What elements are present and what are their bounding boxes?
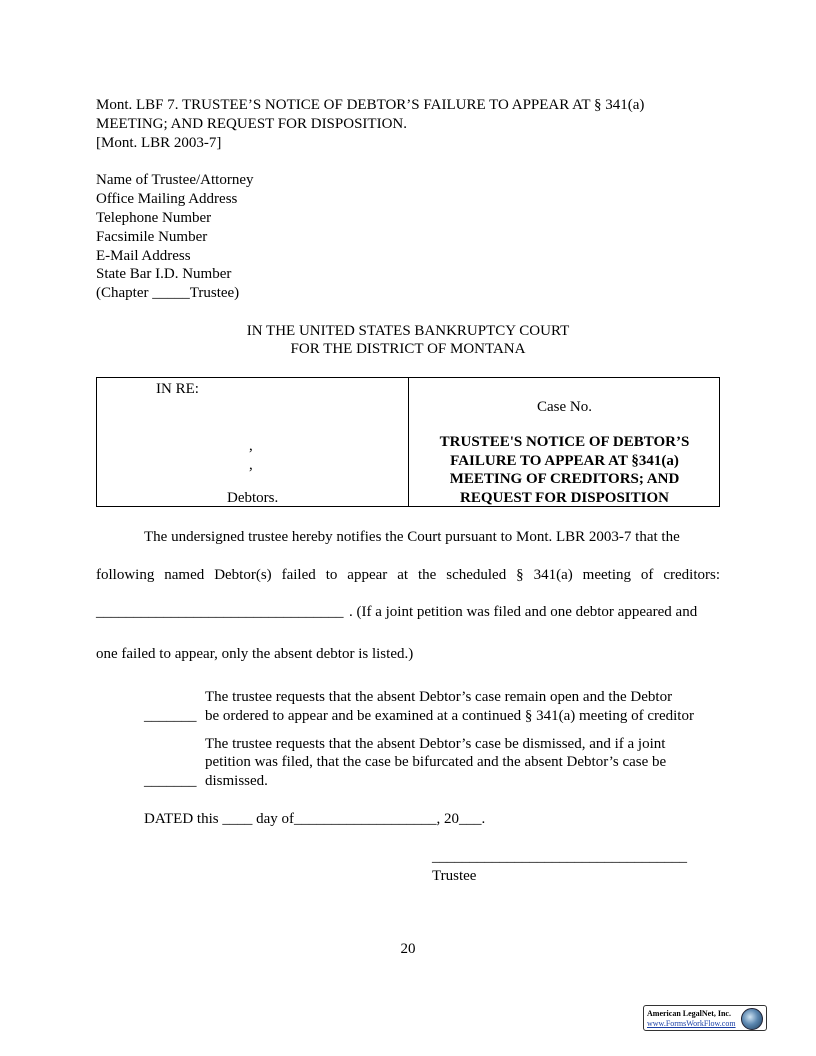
- dated-end: .: [481, 811, 486, 827]
- body-line-1: The undersigned trustee hereby notifies the Court pursuant to Mont. LBR 2003-7 that the: [144, 529, 680, 545]
- state-bar-label: State Bar I.D. Number: [96, 266, 232, 282]
- court-name: IN THE UNITED STATES BANKRUPTCY COURT: [246, 323, 570, 339]
- year-prefix: , 20: [436, 811, 459, 827]
- body-line-2: following named Debtor(s) failed to appear at the scheduled § 341(a) meeting of creditors:: [96, 567, 720, 583]
- option2-checkbox-blank[interactable]: _______: [144, 773, 197, 789]
- publisher-url[interactable]: www.FormsWorkFlow.com: [647, 1019, 736, 1028]
- dated-prefix: DATED this: [144, 811, 219, 827]
- trustee-signature-label: Trustee: [432, 868, 477, 884]
- dated-line: [144, 810, 485, 829]
- facsimile-label: Facsimile Number: [96, 229, 208, 245]
- option2-line-2: petition was filed, that the case be bifurcated and the absent Debtor’s case be: [205, 754, 667, 770]
- email-label: E-Mail Address: [96, 248, 191, 264]
- telephone-label: Telephone Number: [96, 210, 212, 226]
- day-blank[interactable]: ____: [222, 811, 253, 827]
- debtors-label: Debtors.: [227, 490, 279, 506]
- option1-line-2: be ordered to appear and be examined at a continued § 341(a) meeting of creditor: [205, 708, 694, 724]
- caption-title-line-4: REQUEST FOR DISPOSITION: [460, 490, 669, 506]
- option2-line-1: The trustee requests that the absent Debtor’s case be dismissed, and if a joint: [205, 736, 666, 752]
- body-line-4: one failed to appear, only the absent debtor is listed.): [96, 646, 414, 662]
- case-number-label: Case No.: [537, 399, 592, 415]
- case-caption-box: [96, 377, 720, 507]
- office-address-label: Office Mailing Address: [96, 191, 238, 207]
- form-title-line-2: MEETING; AND REQUEST FOR DISPOSITION.: [96, 116, 407, 132]
- globe-logo-icon: [741, 1008, 763, 1030]
- option2-line-3: dismissed.: [205, 773, 268, 789]
- body-line-3: . (If a joint petition was filed and one debtor appeared and: [349, 604, 698, 620]
- chapter-trustee-label: (Chapter _____Trustee): [96, 285, 240, 301]
- trustee-name-label: Name of Trustee/Attorney: [96, 172, 254, 188]
- caption-title-line-3: MEETING OF CREDITORS; AND: [449, 471, 680, 487]
- rule-reference: [Mont. LBR 2003-7]: [96, 135, 222, 151]
- court-district: FOR THE DISTRICT OF MONTANA: [290, 341, 526, 357]
- month-blank[interactable]: ___________________: [294, 811, 437, 827]
- form-title-line-1: Mont. LBF 7. TRUSTEE’S NOTICE OF DEBTOR’S FAILURE TO APPEAR AT § 341(a): [96, 97, 645, 113]
- year-blank[interactable]: ___: [459, 811, 482, 827]
- in-re-label: IN RE:: [156, 381, 199, 397]
- caption-title-line-1: TRUSTEE'S NOTICE OF DEBTOR’S: [439, 434, 690, 450]
- publisher-name: American LegalNet, Inc.: [647, 1009, 731, 1018]
- publisher-badge[interactable]: [643, 1005, 767, 1031]
- page-number: 20: [400, 941, 416, 957]
- signature-line[interactable]: __________________________________: [432, 849, 687, 865]
- option1-line-1: The trustee requests that the absent Debtor’s case remain open and the Debtor: [205, 689, 673, 705]
- debtor-name-blank[interactable]: _________________________________: [96, 604, 344, 620]
- option1-checkbox-blank[interactable]: _______: [144, 708, 197, 724]
- day-of-label: day of: [256, 811, 294, 827]
- debtor-comma-1: ,: [249, 438, 253, 454]
- caption-title-line-2: FAILURE TO APPEAR AT §341(a): [450, 453, 679, 469]
- debtor-comma-2: ,: [249, 457, 253, 473]
